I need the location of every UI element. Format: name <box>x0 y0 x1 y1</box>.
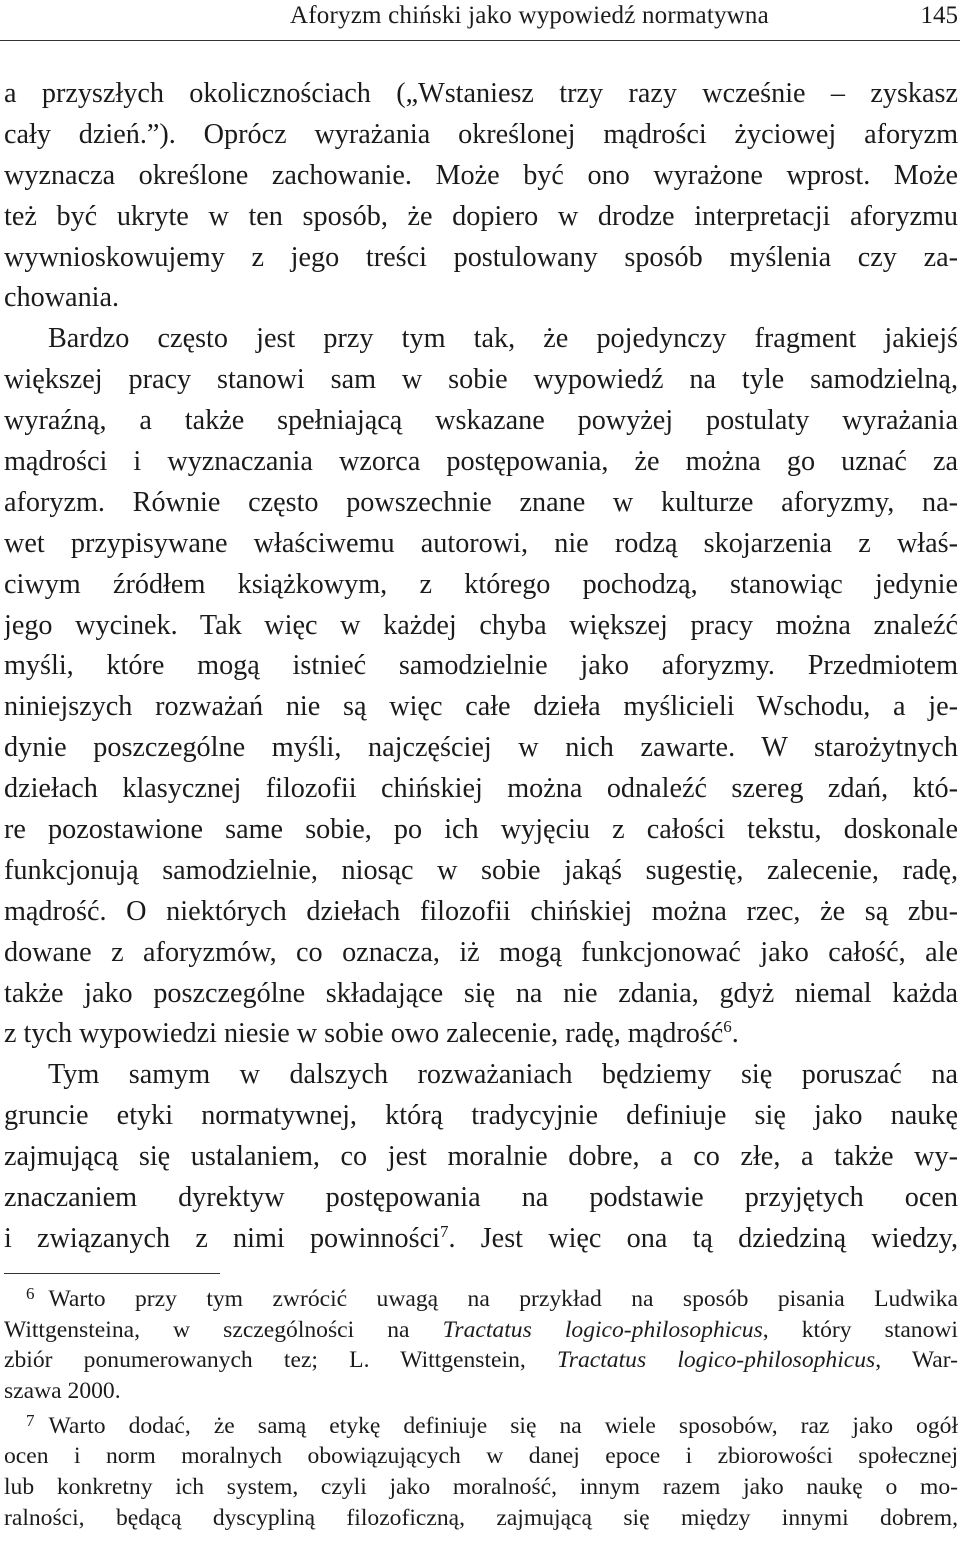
text-line: też być ukryte w ten sposób, że dopiero w drodze interpretacji aforyzmu <box>4 200 958 232</box>
footnote-text: Warto przy tym zwrócić uwagą na przykład na sposób pisania Ludwika <box>48 1286 958 1312</box>
footnote-line: szawa 2000. <box>4 1378 121 1405</box>
text-line <box>4 1014 958 1055</box>
footnote-number: 6 <box>26 1284 35 1303</box>
footnote-7 <box>4 1411 958 1442</box>
text-line: wyznacza określone zachowanie. Może być ono wyrażone wprost. Może <box>4 159 958 191</box>
footnotes <box>4 1284 958 1534</box>
text-line: chowania. <box>4 282 120 314</box>
footnote-line <box>4 1315 958 1346</box>
text-line: dziełach klasycznej filozofii chińskiej można odnaleźć szereg zdań, któ- <box>4 773 958 805</box>
text-line: aforyzm. Równie często powszechnie znane w kulturze aforyzmy, na- <box>4 486 958 518</box>
text-line: znaczaniem dyrektyw postępowania na podstawie przyjętych ocen <box>4 1182 958 1214</box>
text-line: dowane z aforyzmów, co oznacza, iż mogą funkcjonować jako całość, ale <box>4 936 958 968</box>
text-line: re pozostawione same sobie, po ich wyjęciu z całości tekstu, doskonale <box>4 814 958 846</box>
text-line: większej pracy stanowi sam w sobie wypowiedź na tyle samodzielną, <box>4 364 958 396</box>
text-span: z tych wypowiedzi niesie w sobie owo zalecenie, radę, mądrość <box>4 1018 724 1050</box>
text-line: zajmującą się ustalaniem, co jest moralnie dobre, a co złe, a także wy- <box>4 1141 958 1173</box>
footnote-text: , War- <box>875 1347 958 1374</box>
text-line: funkcjonują samodzielnie, niosąc w sobie jakąś sugestię, zalecenie, radę, <box>4 854 958 886</box>
text-span: . Jest więc ona tą dziedziną wiedzy, <box>448 1222 958 1254</box>
text-line: Tym samym w dalszych rozważaniach będziemy się poruszać na <box>48 1059 958 1091</box>
book-title: Tractatus logico-philosophicus <box>442 1316 763 1343</box>
footnote-text: zbiór ponumerowanych tez; L. Wittgenstein, <box>4 1347 557 1374</box>
text-line: a przyszłych okolicznościach („Wstaniesz trzy razy wcześnie – zyskasz <box>4 78 958 109</box>
text-line: mądrość. O niektórych dziełach filozofii chińskiej można rzec, że są zbu- <box>4 895 958 927</box>
footnote-line <box>4 1345 958 1376</box>
text-line: mądrości i wyznaczania wzorca postępowania, że można go uznać za <box>4 446 958 478</box>
footnote-text: , który stanowi <box>762 1316 958 1343</box>
text-line <box>4 1219 958 1260</box>
footnote-line: ocen i norm moralnych obowiązujących w danej epoce i zbiorowości społecznej <box>4 1443 958 1470</box>
page-number: 145 <box>920 2 958 29</box>
text-line: wet przypisywane właściwemu autorowi, nie rodzą skojarzenia z właś- <box>4 527 958 559</box>
text-line: jego wycinek. Tak więc w każdej chyba większej pracy można znaleźć <box>4 609 958 641</box>
book-title: Tractatus logico-philosophicus <box>556 1347 876 1374</box>
text-line: myśli, które mogą istnieć samodzielnie jako aforyzmy. Przedmiotem <box>4 650 958 682</box>
footnote-ref-6[interactable]: 6 <box>723 1017 732 1037</box>
footnote-line: ralności, będącą dyscypliną filozoficzną, zajmującą się między innymi dobrem, <box>4 1504 958 1531</box>
footnote-text: Wittgensteina, w szczególności na <box>4 1316 443 1343</box>
text-line: gruncie etyki normatywnej, którą tradycyjnie definiuje się jako naukę <box>4 1100 958 1132</box>
text-line: niniejszych rozważań nie są więc całe dzieła myślicieli Wschodu, a je- <box>4 691 958 723</box>
text-line: cały dzień.”). Oprócz wyrażania określonej mądrości życiowej aforyzm <box>4 118 958 150</box>
footnote-text: Warto dodać, że samą etykę definiuje się na wiele sposobów, raz jako ogół <box>48 1412 958 1439</box>
text-line: dynie poszczególne myśli, najczęściej w nich zawarte. W starożytnych <box>4 732 958 764</box>
text-span: . <box>731 1018 739 1050</box>
footnote-line: lub konkretny ich system, czyli jako moralność, innym razem jako naukę o mo- <box>4 1474 958 1501</box>
footnote-rule <box>4 1273 220 1274</box>
running-head <box>0 0 960 44</box>
footnote-number: 7 <box>26 1410 35 1430</box>
header-rule <box>0 40 960 41</box>
text-line: ciwym źródłem książkowym, z którego pochodzą, stanowiąc jedynie <box>4 568 958 600</box>
text-line: wywnioskowujemy z jego treści postulowany sposób myślenia czy za- <box>4 241 958 273</box>
text-line: wyraźną, a także spełniającą wskazane powyżej postulaty wyrażania <box>4 405 958 437</box>
main-text <box>4 74 958 1260</box>
text-line: także jako poszczególne składające się na nie zdania, gdyż niemal każda <box>4 977 958 1009</box>
footnote-ref-7[interactable]: 7 <box>439 1221 449 1241</box>
text-line: Bardzo często jest przy tym tak, że pojedynczy fragment jakiejś <box>48 323 958 355</box>
running-head-title: Aforyzm chiński jako wypowiedź normatywna <box>290 2 769 29</box>
footnote-6 <box>4 1284 958 1315</box>
text-span: i związanych z nimi powinności <box>4 1222 440 1254</box>
